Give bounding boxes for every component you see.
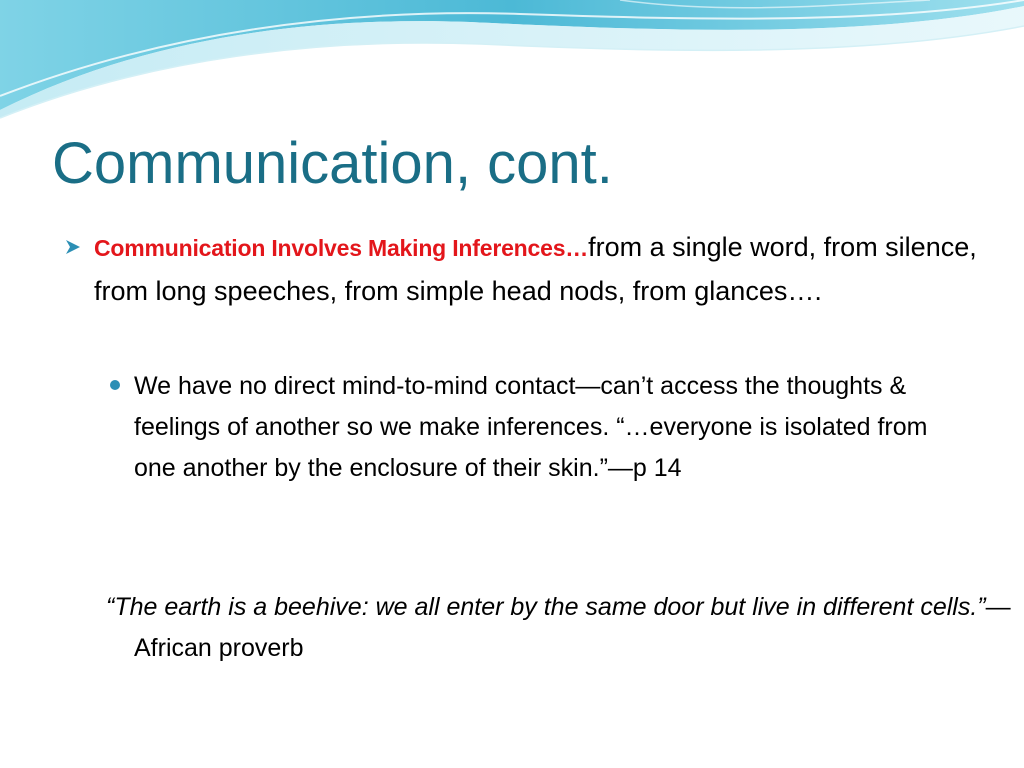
quote-text: “The earth is a beehive: we all enter by the same door but live in different cells.”	[106, 593, 986, 621]
slide-title: Communication, cont.	[52, 131, 613, 196]
dot-bullet-icon	[110, 380, 120, 390]
proverb-quote	[106, 587, 1014, 669]
bullet-body-text: from a single word, from silence, from long speeches, from simple head nods, from glances….	[94, 232, 977, 306]
arrow-bullet-icon	[64, 238, 82, 256]
bullet-lead-text: Communication Involves Making Inferences…	[94, 235, 589, 261]
bullet-point-inferences	[94, 226, 994, 313]
quote-attribution: —African proverb	[134, 593, 1011, 662]
sub-bullet-mind-contact: We have no direct mind-to-mind contact—can’t access the thoughts & feelings of another so we make inferences. “…everyone is isolated from one another by the enclosure of their skin.”—p 14	[134, 372, 928, 482]
